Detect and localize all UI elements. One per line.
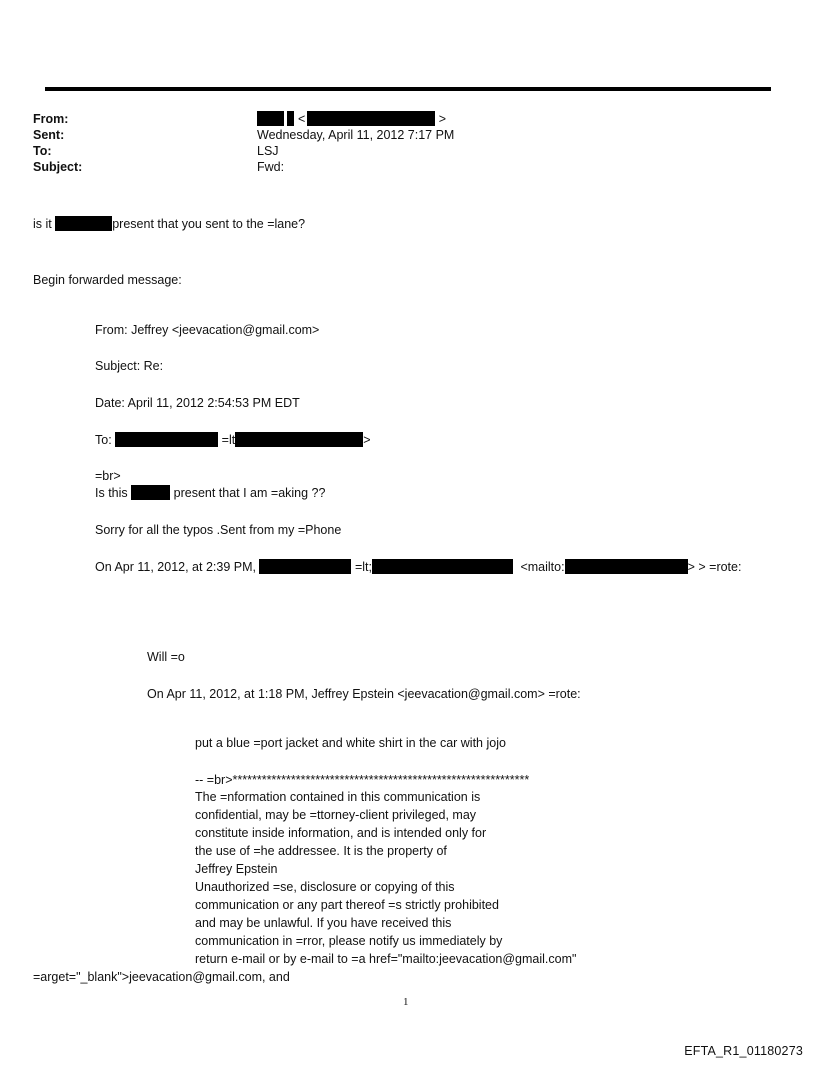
text: <mailto:: [520, 560, 565, 574]
fwd-subject: Subject: Re:: [95, 359, 164, 373]
page-number: 1: [403, 996, 409, 1008]
text: Is this: [95, 486, 128, 500]
disclaimer-last-line: =arget="_blank">jeevacation@gmail.com, and: [33, 970, 290, 984]
fwd-on-line: [95, 559, 741, 575]
disclaimer-line: Unauthorized =se, disclosure or copying of this: [195, 880, 455, 894]
disclaimer-line: The =nformation contained in this communication is: [195, 790, 481, 804]
redaction: [259, 559, 351, 574]
fwd-br: =br>: [95, 469, 121, 483]
disclaimer-line: confidential, may be =ttorney-client privileged, may: [195, 808, 477, 822]
redaction: [235, 432, 363, 447]
subject-value: Fwd:: [257, 160, 285, 174]
disclaimer-line: Jeffrey Epstein: [195, 862, 278, 876]
text: > > =rote:: [687, 560, 742, 574]
begin-forwarded: Begin forwarded message:: [33, 273, 182, 287]
document-id: EFTA_R1_01180273: [684, 1044, 803, 1058]
redaction: [565, 559, 688, 574]
text: To:: [95, 433, 112, 447]
redaction: [287, 111, 294, 126]
lt-text: <: [297, 112, 306, 126]
disclaimer-line: communication in =rror, please notify us immediately by: [195, 934, 503, 948]
sent-label: Sent:: [33, 128, 65, 142]
fwd-sorry: Sorry for all the typos .Sent from my =Phone: [95, 523, 342, 537]
text: is it: [33, 217, 52, 231]
redaction: [131, 485, 170, 500]
sent-value: Wednesday, April 11, 2012 7:17 PM: [257, 128, 455, 142]
gt-text: >: [438, 112, 447, 126]
disclaimer-line: the use of =he addressee. It is the property of: [195, 844, 447, 858]
fwd-to: [95, 432, 371, 448]
text: >: [363, 433, 371, 447]
to-value: LSJ: [257, 144, 279, 158]
redaction: [55, 216, 112, 231]
original-message: put a blue =port jacket and white shirt in the car with jojo: [195, 736, 506, 750]
redaction: [372, 559, 513, 574]
disclaimer-line: constitute inside information, and is intended only for: [195, 826, 487, 840]
redaction: [115, 432, 218, 447]
subject-label: Subject:: [33, 160, 83, 174]
text: On Apr 11, 2012, at 2:39 PM,: [95, 560, 256, 574]
disclaimer-line: and may be unlawful. If you have received this: [195, 916, 452, 930]
redaction: [307, 111, 435, 126]
from-label: From:: [33, 112, 69, 126]
text: =lt: [221, 433, 236, 447]
fwd-from: From: Jeffrey <jeevacation@gmail.com>: [95, 323, 320, 337]
redaction: [257, 111, 284, 126]
disclaimer-line: return e-mail or by e-mail to =a href="mailto:jeevacation@gmail.com": [195, 952, 577, 966]
to-label: To:: [33, 144, 52, 158]
signature-separator: -- =br>*************************************************************: [195, 773, 530, 787]
text: present that I am =aking ??: [173, 486, 326, 500]
body-line: [33, 216, 305, 232]
text: present that you sent to the =lane?: [112, 217, 306, 231]
fwd-date: Date: April 11, 2012 2:54:53 PM EDT: [95, 396, 300, 410]
from-value: [257, 111, 446, 127]
reply-will: Will =o: [147, 650, 185, 664]
reply-on-line: On Apr 11, 2012, at 1:18 PM, Jeffrey Epstein <jeevacation@gmail.com> =rote:: [147, 687, 581, 701]
disclaimer-line: communication or any part thereof =s strictly prohibited: [195, 898, 499, 912]
text: =lt;: [354, 560, 372, 574]
fwd-is-this: [95, 485, 325, 501]
header-rule: [45, 87, 771, 91]
